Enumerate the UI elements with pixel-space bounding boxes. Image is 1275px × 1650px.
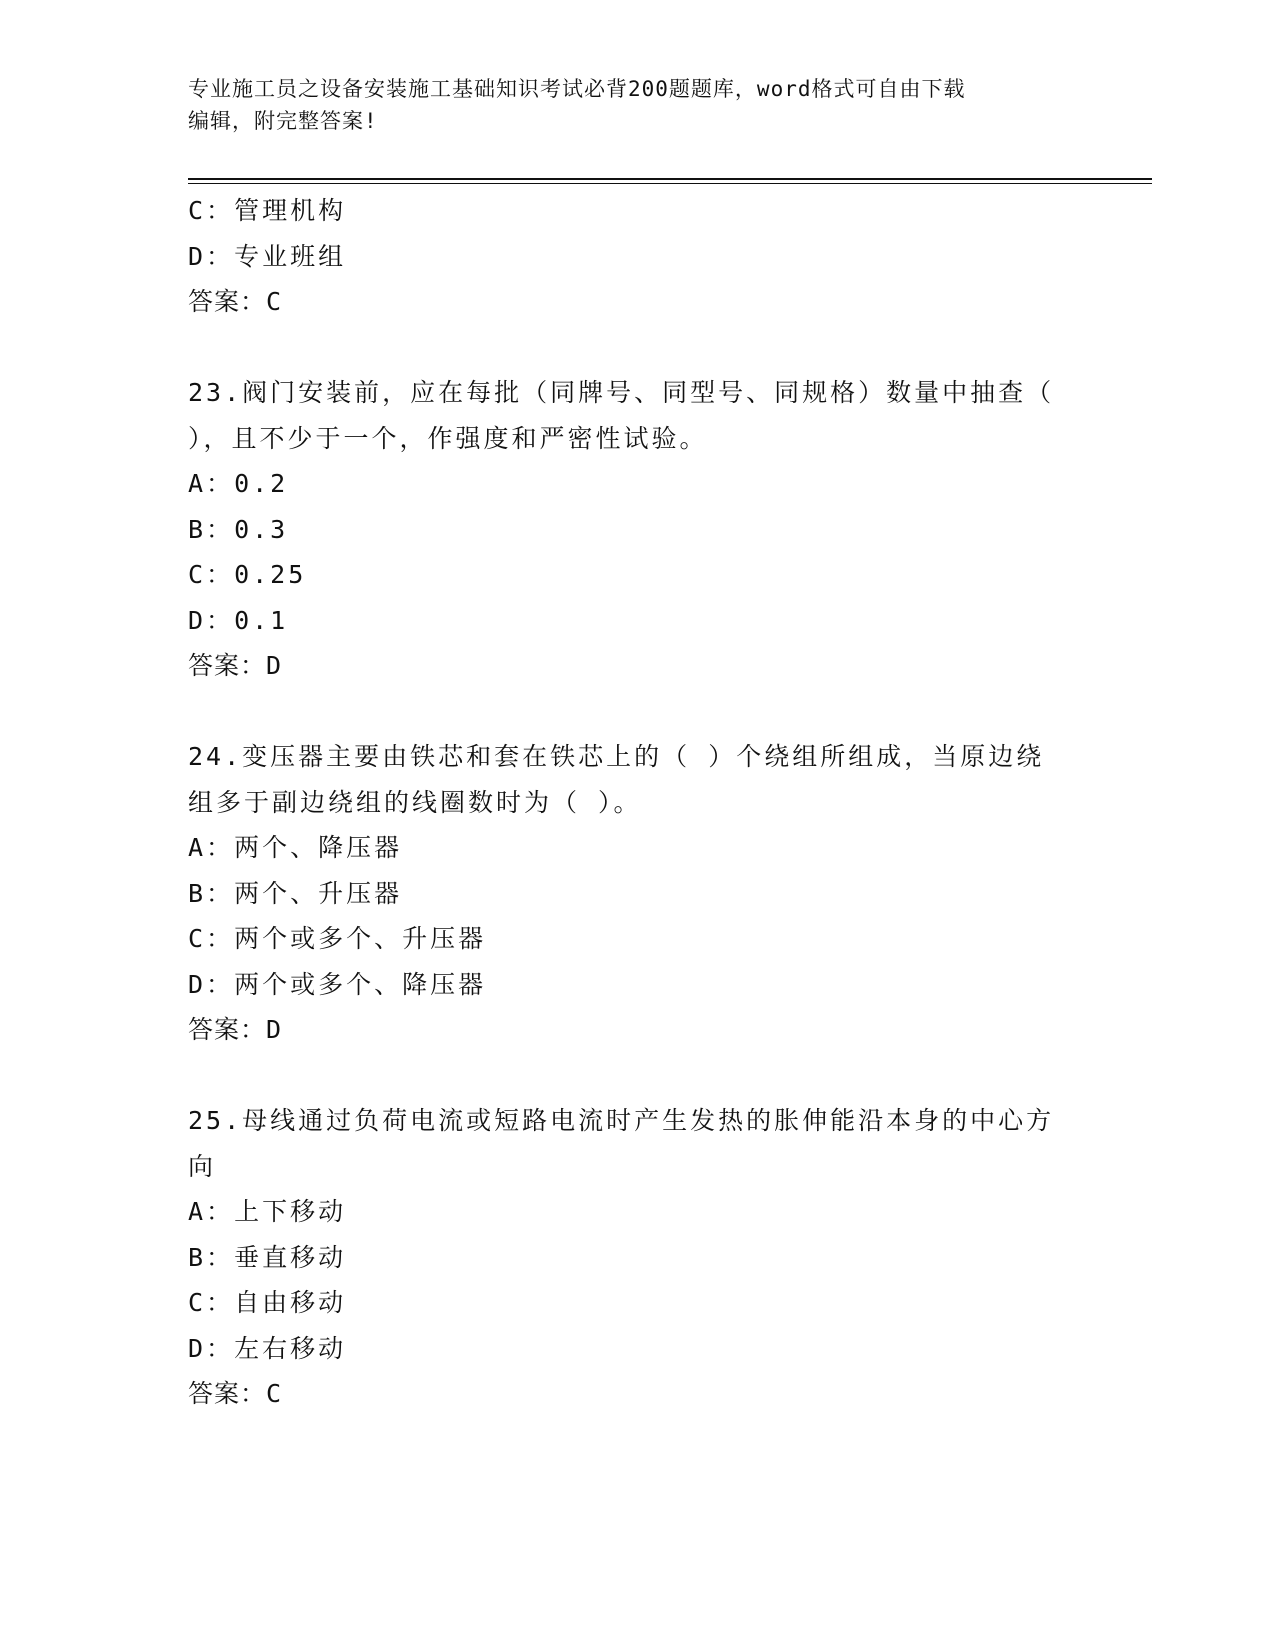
option-a (188, 461, 1088, 507)
option-text: 左右移动 (234, 1333, 347, 1363)
question-text-line: 24.变压器主要由铁芯和套在铁芯上的（ ）个绕组所组成，当原边绕 (188, 742, 1045, 771)
option-label: B： (188, 514, 235, 544)
question-22-continuation (188, 188, 1088, 325)
option-d (188, 234, 1088, 280)
option-label: B： (188, 878, 235, 908)
question-text-line: 组多于副边绕组的线圈数时为（ ）。 (188, 787, 642, 817)
option-d (188, 962, 1088, 1008)
option-label: A： (188, 469, 235, 498)
option-a (188, 825, 1088, 871)
header-line-2: 编辑，附完整答案! (188, 109, 378, 133)
option-c (188, 188, 1088, 234)
answer-line: 答案：C (188, 287, 283, 316)
option-text: 上下移动 (234, 1197, 347, 1226)
option-c (188, 552, 1088, 598)
answer-line: 答案：D (188, 651, 283, 680)
spacer (188, 689, 1088, 735)
option-label: B： (188, 1242, 235, 1272)
header-line-1: 专业施工员之设备安装施工基础知识考试必背200题题库，word格式可自由下载 (188, 77, 966, 101)
option-label: D： (188, 605, 235, 635)
option-text: 两个、升压器 (234, 878, 403, 908)
option-label: C： (188, 196, 235, 225)
option-text: 0.25 (234, 560, 307, 589)
option-text: 两个或多个、降压器 (234, 969, 487, 999)
option-d (188, 1326, 1088, 1372)
option-text: 两个、降压器 (234, 833, 403, 862)
spacer (188, 325, 1088, 371)
spacer (188, 1053, 1088, 1099)
option-a (188, 1189, 1088, 1235)
option-b (188, 1235, 1088, 1281)
option-text: 0.3 (234, 514, 289, 544)
option-text: 0.1 (234, 605, 289, 635)
option-c (188, 916, 1088, 962)
document-header (188, 73, 1078, 137)
option-label: D： (188, 969, 235, 999)
question-text-line: 25.母线通过负荷电流或短路电流时产生发热的胀伸能沿本身的中心方 (188, 1106, 1055, 1135)
question-23 (188, 370, 1088, 689)
option-text: 自由移动 (234, 1288, 347, 1317)
option-label: A： (188, 833, 235, 862)
option-text: 专业班组 (234, 241, 347, 271)
option-b (188, 507, 1088, 553)
option-d (188, 598, 1088, 644)
question-text-line: 23.阀门安装前，应在每批（同牌号、同型号、同规格）数量中抽查（ (188, 378, 1055, 407)
option-b (188, 871, 1088, 917)
option-c (188, 1280, 1088, 1326)
option-label: D： (188, 1333, 235, 1363)
option-label: A： (188, 1197, 235, 1226)
option-label: C： (188, 924, 235, 953)
question-25 (188, 1098, 1088, 1417)
option-text: 两个或多个、升压器 (234, 924, 487, 953)
question-24 (188, 734, 1088, 1053)
option-label: C： (188, 560, 235, 589)
option-text: 垂直移动 (234, 1242, 347, 1272)
question-text-line: 向 (188, 1151, 217, 1181)
header-divider-thin (188, 183, 1152, 184)
question-list (188, 188, 1088, 1417)
option-label: C： (188, 1288, 235, 1317)
answer-line: 答案：D (188, 1015, 283, 1044)
header-divider-thick (188, 178, 1152, 180)
option-text: 0.2 (234, 469, 289, 498)
option-text: 管理机构 (234, 196, 347, 225)
answer-line: 答案：C (188, 1379, 283, 1408)
option-label: D： (188, 241, 235, 271)
question-text-line: ），且不少于一个，作强度和严密性试验。 (188, 423, 708, 453)
